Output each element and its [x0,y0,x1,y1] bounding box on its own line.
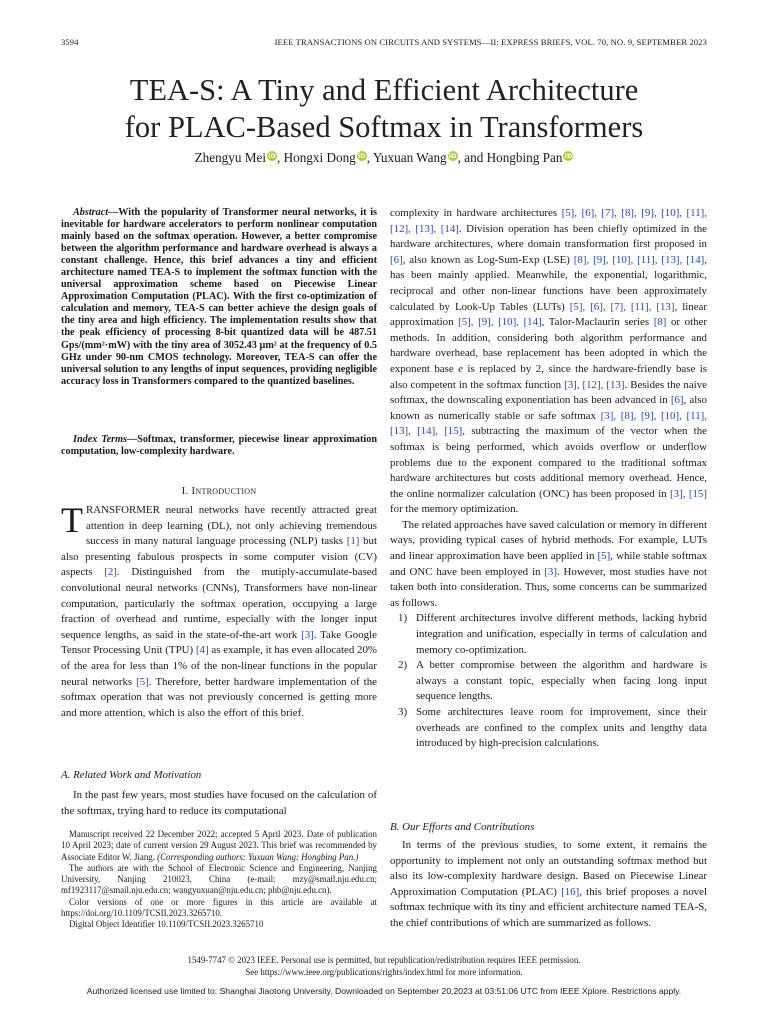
citation-link[interactable]: [16] [561,885,580,898]
list-item: 1) Different architectures involve different methods, lacking hybrid integration and unification, especially in terms of calculation and memory co-optimization. [398,612,707,656]
orcid-icon[interactable]: iD [448,152,457,160]
section-heading [61,485,377,497]
copyright-line-1: 1549-7747 © 2023 IEEE. Personal use is permitted, but republication/redistribution requires IEEE permission. [187,955,581,965]
author-separator: , and [457,150,487,165]
author-separator: , [277,150,284,165]
subsection-a-paragraph: In the past few years, most studies have focused on the calculation of the softmax, trying hard to reduce its computational [61,789,377,817]
intro-text: . Take Google Tensor Processing Unit (TPU) [61,628,377,657]
intro-lead: RANSFORMER [86,504,160,516]
citation-link[interactable]: [3] [301,628,314,641]
paper-title [0,72,768,146]
index-terms-text: Softmax, transformer, piecewise linear approximation computation, low-complexity hardware. [61,434,377,458]
intro-text: neural networks have recently attracted great attention in deep learning (DL), not only achieving tremendous success in many natural language processing (NLP) tasks [86,504,377,548]
math-symbol: e [458,362,463,375]
citation-link[interactable]: [6] [390,253,403,266]
citation-link[interactable]: [4] [195,644,209,657]
citation-link[interactable]: [5], [9], [10], [14] [458,316,542,329]
author-name[interactable]: Hongxi Dong [283,150,356,165]
right-column [390,206,707,752]
subsection-a-heading: A. Related Work and Motivation [61,769,202,781]
citation-link[interactable]: [3] [544,565,557,578]
section-title: Introduction [191,485,257,497]
author-name[interactable]: Yuxuan Wang [372,150,447,165]
orcid-icon[interactable]: iD [564,152,573,160]
subsection-b-paragraph: In terms of the previous studies, to some extent, it remains the opportunity to implement not only an outstanding softmax method but also its low-complexity hardware design. Based on Piecewise Linear Approximation Computation (PLAC) [16], this brief proposes a novel softmax technique with its tiny and efficient architecture named TEA-S, the chief contributions of which are summarized as follows. [390,839,707,929]
citation-link[interactable]: [2] [104,566,117,579]
citation-link[interactable]: [8] [653,316,667,329]
abstract-label: Abstract— [73,207,119,218]
intro-text: as example, it has even allocated 20% of the area for less than 1% of the non-linear functions in the popular neural networks [61,644,378,688]
drop-cap: T [61,500,83,540]
author-name[interactable]: Zhengyu Mei [194,150,266,165]
citation-link[interactable]: [5] [597,550,611,563]
citation-link[interactable]: [3], [8], [9], [10], [11], [13], [14], [15] [390,409,708,438]
copyright-line-2[interactable]: See https://www.ieee.org/publications/rights/index.html for more information. [245,966,523,977]
author-name[interactable]: Hongbing Pan [486,150,563,165]
index-terms [61,434,377,458]
citation-link[interactable]: [5], [6], [7], [8], [9], [10], [11], [12], [13], [14] [390,207,707,235]
citation-link[interactable]: [3], [15] [670,487,707,500]
concerns-list [390,611,707,751]
list-item: 3) Some architectures leave room for improvement, since their overheads are confined to the complex units and lengthy data introduced by high-precision calculations. [398,706,707,750]
right-paragraph-1: complexity in hardware architectures [5], [6], [7], [8], [9], [10], [11], [12], [13], [14]. Division operation has been chiefly optimized in the hardware architectures, where domain transformation first proposed in [6], also known as Log-Sum-Exp (LSE) [8], [9], [10], [11], [13], [14], has been mainly applied. Meanwhile, the exponential, logarithmic, reciprocal and other non-linear functions have been approximately calculated by Look-Up Tables (LUTs) [5], [6], [7], [11], [13], linear approximation [5], [9], [10], [14], Talor-Maclaurin series [8] or other methods. In addition, considering both algorithm performance and hardware overhead, base replacement has been adopted in which the exponent base e is replaced by 2, since the hardware-friendly base is also competent in the softmax function [3], [12], [13]. Besides the naive softmax, the downscaling exponentiation has been advanced in [6], also known as numerically stable or safe softmax [3], [8], [9], [10], [11], [13], [14], [15], subtracting the maximum of the vector when the softmax is being performed, which avoids overflow or underflow problems due to the exponent compared to the traditional softmax hardware architectures but costs additional memory overhead. Hence, the online normalizer calculation (ONC) has been proposed in [3], [15] for the memory optimization. [390,207,708,516]
orcid-icon[interactable]: iD [268,152,276,160]
citation-link[interactable]: [3], [12], [13] [564,378,625,391]
intro-paragraph [61,500,378,721]
license-notice: Authorized licensed use limited to: Shanghai Jiaotong University. Downloaded on September 20,2023 at 03:51:06 UTC from IEEE Xplore. Restrictions apply. [86,986,682,996]
page-number: 3594 [61,37,79,47]
intro-text: but also presenting fabulous prospects in some computer vision (CV) aspects [61,535,378,579]
citation-link[interactable]: [1] [346,535,360,548]
citation-link[interactable]: [5], [6], [7], [11], [13] [569,300,675,313]
abstract-text: With the popularity of Transformer neural networks, it is inevitable for hardware accelerators to perform nonlinear computation mainly based on the softmax operation. However, a better compromise between the algorithm performance and hardware overhead is always a constant challenge. Hence, this brief advances a tiny and efficient architecture named TEA-S to implement the softmax function with the universal approximation scheme based on Piecewise Linear Approximation Computation (PLAC). With the first co-optimization of calculation and memory, TEA-S can better achieve the design goals of the tiny area and high efficiency. The implementation results show that the peak efficiency of processing 8-bit quantized data will be 487.51 Gps/(mm²·mW) with the tiny area of 3052.43 μm² at the frequency of 0.5 GHz under 90-nm CMOS technology. Moreover, TEA-S can offer the universal solution to any lengths of input sequences, providing negligible accuracy loss in Transformers compared to the quantized baselines. [61,207,377,387]
abstract [61,207,377,388]
title-line-2: for PLAC-Based Softmax in Transformers [124,110,644,144]
footnote-doi: Digital Object Identifier 10.1109/TCSII.2023.3265710 [69,919,264,930]
journal-header: IEEE TRANSACTIONS ON CIRCUITS AND SYSTEMS—II: EXPRESS BRIEFS, VOL. 70, NO. 9, SEPTEMBER 2023 [274,37,707,47]
orcid-icon[interactable]: iD [357,152,366,160]
footnote [61,829,377,931]
title-line-1: TEA-S: A Tiny and Efficient Architecture [129,73,639,107]
citation-link[interactable]: [6] [670,394,684,407]
footnote-manuscript: Manuscript received 22 December 2022; accepted 5 April 2023. Date of publication 10 April 2023; date of current version 29 August 2023. This brief was recommended by Associate Editor W. Jiang. [61,829,377,862]
footnote-affiliation: The authors are with the School of Electronic Science and Engineering, Nanjing University, Nanjing 210023, China (e-mail: mzy@smail.nju.edu.cn; mf1923117@smail.nju.edu.cn; wangyuxuan@nju.edu.cn; phb@nju.edu.cn). [61,862,377,896]
footnote-corresponding: (Corresponding authors: Yuxuan Wang; Hongbing Pan.) [157,851,359,862]
author-separator: , [366,150,373,165]
section-number: I. [181,485,189,497]
intro-text: . Therefore, better hardware implementation of the softmax operation that was not previously concerned is getting more and more attention, which is also the effort of this brief. [61,675,377,719]
citation-link[interactable]: [8], [9], [10], [11], [13], [14] [573,253,705,266]
citation-link[interactable]: [5] [136,675,149,688]
index-terms-label: Index Terms— [73,434,138,445]
list-item: 2) A better compromise between the algorithm and hardware is always a constant topic, especially when facing long input sequence lengths. [398,659,707,703]
intro-text: . Distinguished from the mutiply-accumulate-based convolutional neural networks (CNNs), Transformers have non-linear computation, particularly the softmax operation, occupying a large fraction of overhead and runtime, especially with the longer input sequence lengths, as said in the state-of-the-art work [61,566,378,641]
author-list [0,150,768,166]
copyright-notice [0,955,768,978]
subsection-b-heading: B. Our Efforts and Contributions [390,821,535,833]
footnote-color-versions: Color versions of one or more figures in this article are available at https://doi.org/10.1109/TCSII.2023.3265710. [61,896,377,919]
right-paragraph-2: The related approaches have saved calculation or memory in different ways, providing typical cases of hybrid methods. For example, LUTs and linear approximation have been applied in [5], while stable softmax and ONC have been employed in [3]. However, most studies have not taken both into consideration. Thus, some concerns can be summarized as follows. [390,518,708,609]
